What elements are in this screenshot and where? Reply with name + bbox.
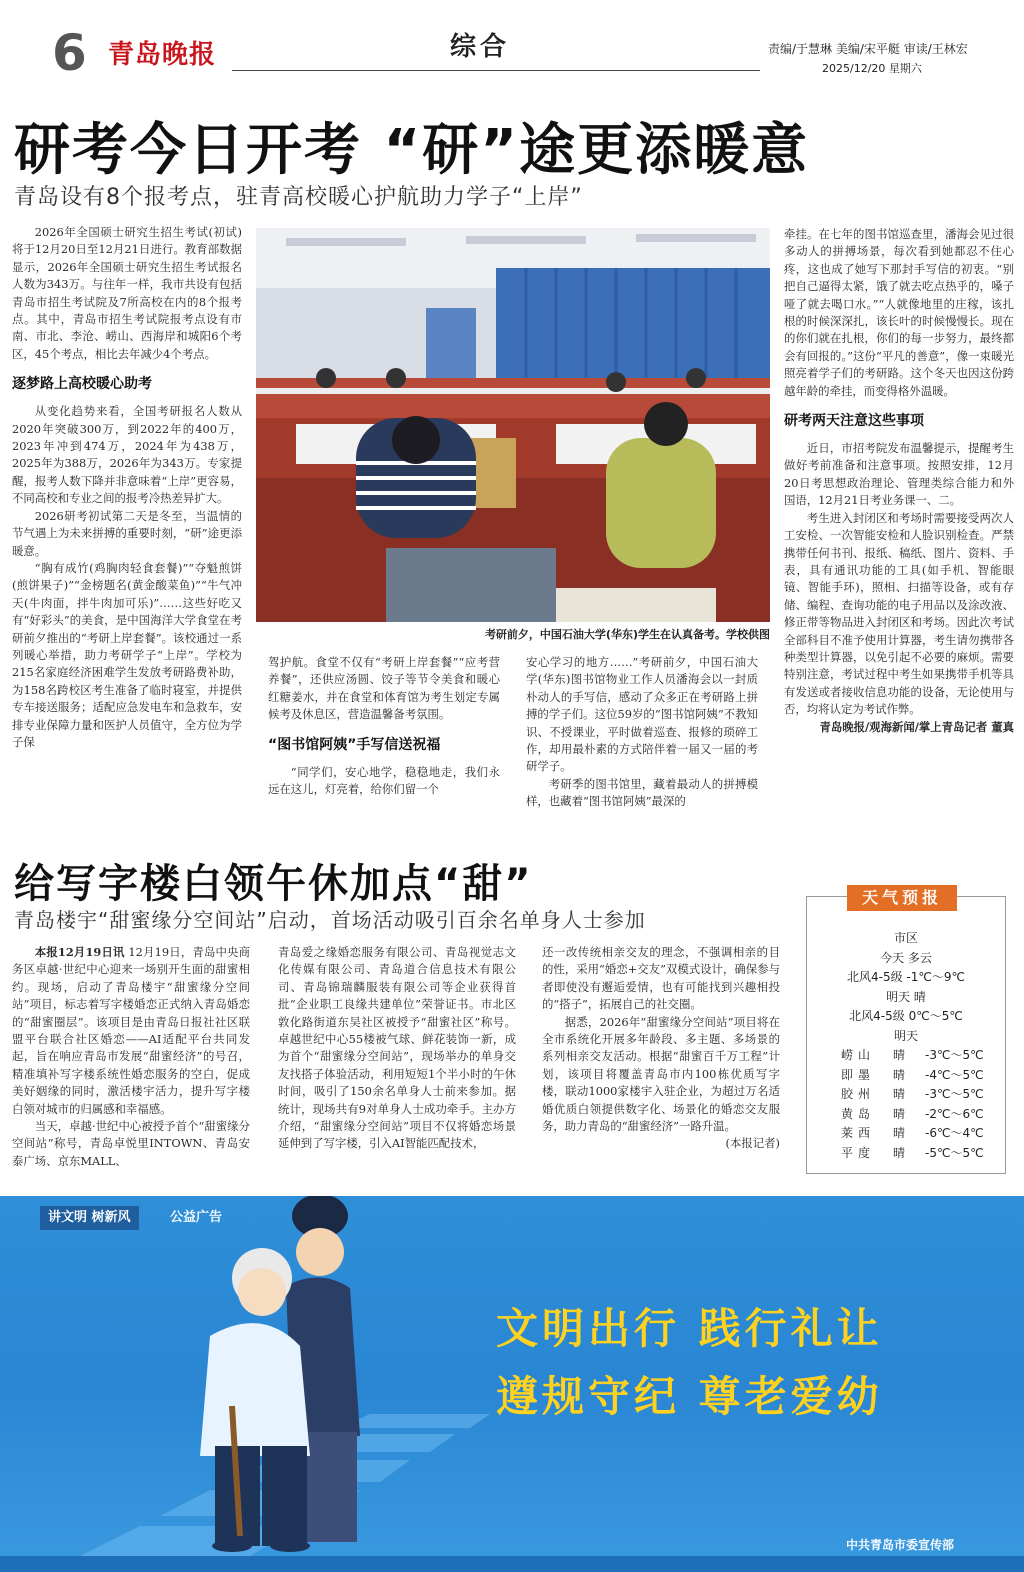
masthead-logo: 青岛晚报 xyxy=(108,40,217,70)
weather-body xyxy=(807,929,1005,1163)
city-temp: -5℃～5℃ xyxy=(925,1145,984,1160)
paragraph: 驾护航。食堂不仅有“考研上岸套餐”“应考营养餐”，还供应汤圆、饺子等节令美食和暖心红糖姜水，并在食堂和体育馆为考生划定专属候考及休息区，营造温馨备考氛围。 xyxy=(268,655,500,722)
weather-line: 北风4-5级 -1℃～9℃ xyxy=(847,970,965,984)
article1-column-1 xyxy=(12,224,242,830)
weather-city-row xyxy=(807,1085,1005,1105)
public-service-ad xyxy=(0,1196,1024,1572)
ad-slogan-line-2: 遵规守纪 尊老爱幼 xyxy=(496,1372,883,1421)
article-signature: 青岛晚报/观海新闻/掌上青岛记者 董真 xyxy=(819,719,1014,734)
article2-column-1 xyxy=(12,944,250,1188)
weather-line: 市区 xyxy=(893,931,918,945)
weather-line: 明天 晴 xyxy=(886,989,926,1004)
paragraph xyxy=(12,944,250,1118)
city-temp: -4℃～5℃ xyxy=(925,1067,984,1082)
reporter-credit: (本报记者) xyxy=(725,1136,780,1151)
weather-line: 北风4-5级 0℃～5℃ xyxy=(849,1009,963,1023)
city-temp: -3℃～5℃ xyxy=(925,1087,984,1101)
city-name: 平度 xyxy=(841,1145,876,1160)
paragraph: 从变化趋势来看，全国考研报名人数从2020年突破300万，到2022年的400万，2023年冲到474万，2024年为438万，2025年为388万，2026年为343万。专家提醒，报考人数下降并非意味着“上岸”更容易，不同高校和专业之间的报考冷热差异扩大。 xyxy=(12,404,242,506)
article2-column-3 xyxy=(542,944,780,1188)
city-weather: 晴 xyxy=(893,1048,906,1062)
article2-headline: 给写字楼白领午休加点“甜” xyxy=(14,861,533,907)
city-temp: -6℃～4℃ xyxy=(925,1126,984,1140)
city-weather: 晴 xyxy=(893,1145,906,1160)
paragraph-text: 12月19日，青岛中央商务区卓越·世纪中心迎来一场别开生面的甜蜜相约。现场，启动了青岛楼宇“甜蜜缘分空间站”项目，标志着写字楼婚恋正式纳入青岛婚恋的“甜蜜圈层”。该项目是由青岛日报社社区联盟平台联合社区婚恋——AI适配平台共同发起，旨在响应青岛市发展“甜蜜经济”的号召，精准填补写字楼系统性婚恋服务的空白，促成美好姻缘的同时，激活楼宇活力，提升写字楼白领对城市的归属感和幸福感。 xyxy=(12,945,250,1116)
photo-caption: 考研前夕，中国石油大学(华东)学生在认真备考。学校供图 xyxy=(484,628,770,641)
section-heading: 逐梦路上高校暖心助考 xyxy=(12,376,152,393)
paragraph: 考生进入封闭区和考场时需要接受两次人工安检、一次智能安检和人脸识别检查。严禁携带任何书刊、报纸、稿纸、图片、资料、手表，具有通讯功能的工具(如手机、智能眼镜、智能手环)，照相、扫描等设备，或有存储、编程、查询功能的电子用品以及涂改液、修正带等物品进入封闭区和考场。因此次考试全部科目不准予使用计算器，考生请勿携带各种类型计算器，以免引起不必要的麻烦。需要特别注意，考试过程中考生如果携带手机等具有发送或者接收信息功能的设备，无论使用与否，均将认定为考试作弊。 xyxy=(784,510,1014,717)
ad-sponsor: 中共青岛市委宣传部 xyxy=(846,1538,955,1552)
paragraph: 近日，市招考院发布温馨提示，提醒考生做好考前准备和注意事项。按照安排，12月20日考思想政治理论、管理类综合能力和外国语，12月21日考业务课一、二。 xyxy=(784,441,1014,508)
section-title: 综合 xyxy=(450,32,511,62)
city-name: 莱西 xyxy=(841,1126,876,1140)
weather-line: 今天 多云 xyxy=(880,950,932,965)
page-number: 6 xyxy=(52,24,87,82)
study-room-illustration xyxy=(256,228,770,622)
weather-city-row xyxy=(807,1105,1005,1125)
city-weather: 晴 xyxy=(893,1126,906,1140)
city-name: 崂山 xyxy=(841,1048,876,1062)
exam-study-photo xyxy=(256,228,770,622)
ad-slogan-line-1: 文明出行 践行礼让 xyxy=(496,1304,883,1353)
section-heading: 研考两天注意这些事项 xyxy=(784,413,924,430)
paragraph: 考研季的图书馆里，藏着最动人的拼搏模样，也藏着“图书馆阿姨”最深的 xyxy=(526,776,758,809)
paragraph: “同学们，安心地学，稳稳地走，我们永远在这儿，灯亮着，给你们留一个 xyxy=(268,764,500,797)
paragraph: 牵挂。在七年的图书馆巡查里，潘海会见过很多动人的拼搏场景，每次看到她都忍不住心疼，这也成了她写下那封手写信的初衷。“别把自己逼得太紧，饿了就去吃点热乎的，嗓子哑了就去喝口水。”“人就像地里的庄稼，该扎根的时候深深扎，该长叶的时候慢慢长。现在的你们就在扎根，你们的每一步努力，最终都会有回报的。”这份“平凡的善意”，像一束暖光照亮着学子们的考研路。这个冬天也因这份跨越年龄的牵挂，而变得格外温暖。 xyxy=(784,227,1014,398)
issue-date: 2025/12/20 星期六 xyxy=(822,62,922,75)
header-rule xyxy=(232,70,760,71)
article1-column-4 xyxy=(784,226,1014,832)
paragraph: 当天，卓越·世纪中心被授予首个“甜蜜缘分空间站”称号，青岛卓悦里INTOWN、青岛安泰广场、京东MALL、 xyxy=(12,1119,250,1168)
weather-title: 天气预报 xyxy=(847,885,957,911)
paragraph: 还一改传统相亲交友的理念，不强调相亲的目的性，采用“婚恋+交友”双模式设计，确保参与者即使没有邂逅爱情，也有可能找到兴趣相投的“搭子”，拓展自己的社交圈。 xyxy=(542,945,780,1012)
city-name: 黄岛 xyxy=(841,1106,876,1121)
paragraph: 青岛爱之缘婚恋服务有限公司、青岛视觉志文化传媒有限公司、青岛道合信息技术有限公司、青岛锦瑞麟服装有限公司等企业获得首批“企业职工良缘共建单位”荣誉证书。市北区敦化路街道东吴社区被授予“甜蜜社区”称号。卓越世纪中心55楼被气球、鲜花装饰一新，成为首个“甜蜜缘分空间站”，现场举办的单身交友找搭子体验活动，利用短短1个半小时的午休时间，吸引了150余名单身人士前来参加。据统计，现场共有9对单身人士成功牵手。主办方介绍，“甜蜜缘分空间站”项目不仅将婚恋场景延伸到了写字楼，引入AI智能匹配技术， xyxy=(278,945,516,1151)
paragraph: 据悉，2026年“甜蜜缘分空间站”项目将在全市系统化开展多年龄段、多主题、多场景的系列相亲交友活动。根据“甜蜜百千万工程”计划，该项目将覆盖青岛市内100栋优质写字楼，联动1000家楼宇入驻企业，为超过万名适婚优质白领提供数字化、场景化的婚恋交友服务，助力青岛的“甜蜜经济”一路升温。 xyxy=(542,1014,780,1134)
weather-city-row xyxy=(807,1046,1005,1066)
paragraph: “胸有成竹(鸡胸肉轻食套餐)”“夺魁煎饼(煎饼果子)”“金榜题名(黄金酸菜鱼)”“牛气冲天(牛肉面，拌牛肉加可乐)”……这些好吃又有“好彩头”的美食，是中国海洋大学食堂在考研前夕推出的“考研上岸套餐”。该校通过一系列暖心举措，助力考研学子“上岸”。学校为215名家庭经济困难学生发放考研路费补助，为158名跨校区考生准备了临时寝室，并提供专车接送服务；适配应急发电车和急救车，安排专业保障力量和医护人员值守，全方位为学子保 xyxy=(12,560,242,749)
article2-column-2 xyxy=(278,944,516,1188)
city-weather: 晴 xyxy=(893,1067,906,1082)
weather-city-row xyxy=(807,1066,1005,1086)
article1-column-2 xyxy=(268,654,500,830)
city-name: 即墨 xyxy=(841,1067,876,1082)
weather-city-row xyxy=(807,1124,1005,1144)
paragraph: 2026年全国硕士研究生招生考试(初试)将于12月20日至12月21日进行。教育部数据显示，2026年全国硕士研究生招生考试报名人数为343万。与往年一样，我市共设有包括青岛市招生考试院及7所高校在内的8个报考点。其中，青岛市招生考试院报考点设有市南、市北、李沧、崂山、西海岸和城阳6个考区，45个考点，相比去年减少4个考点。 xyxy=(12,225,242,361)
paragraph: 安心学习的地方……”考研前夕，中国石油大学(华东)图书馆物业工作人员潘海会以一封质朴动人的手写信，感动了众多正在考研路上拼搏的学子们。这位59岁的“图书馆阿姨”不教知识、不授课业，平时做着巡查、报修的琐碎工作，却用最朴素的方式陪伴着一届又一届的考研学子。 xyxy=(526,655,758,774)
city-temp: -2℃～6℃ xyxy=(925,1106,984,1121)
paragraph: 2026研考初试第二天是冬至，当温情的节气遇上为未来拼搏的重要时刻，“研”途更添暖意。 xyxy=(12,508,242,558)
city-name: 胶州 xyxy=(841,1087,876,1101)
weather-forecast-box xyxy=(806,888,1006,1174)
article1-headline: 研考今日开考 “研”途更添暖意 xyxy=(14,118,810,183)
ad-type: 公益广告 xyxy=(170,1210,223,1225)
article2-subhead: 青岛楼宇“甜蜜缘分空间站”启动，首场活动吸引百余名单身人士参加 xyxy=(14,908,646,932)
section-heading: “图书馆阿姨”手写信送祝福 xyxy=(268,736,441,753)
weather-city-row xyxy=(807,1144,1005,1164)
article1-column-3 xyxy=(526,654,758,830)
city-weather: 晴 xyxy=(893,1087,906,1101)
weather-line: 明天 xyxy=(893,1028,918,1043)
ad-tag: 讲文明 树新风 xyxy=(40,1206,139,1230)
article1-subhead: 青岛设有8个报考点，驻青高校暖心护航助力学子“上岸” xyxy=(14,185,583,210)
editor-credits: 责编/于慧琳 美编/宋平艇 审读/王林宏 xyxy=(768,42,968,56)
city-weather: 晴 xyxy=(893,1106,906,1121)
dateline: 本报12月19日讯 xyxy=(34,945,125,959)
city-temp: -3℃～5℃ xyxy=(925,1048,984,1062)
